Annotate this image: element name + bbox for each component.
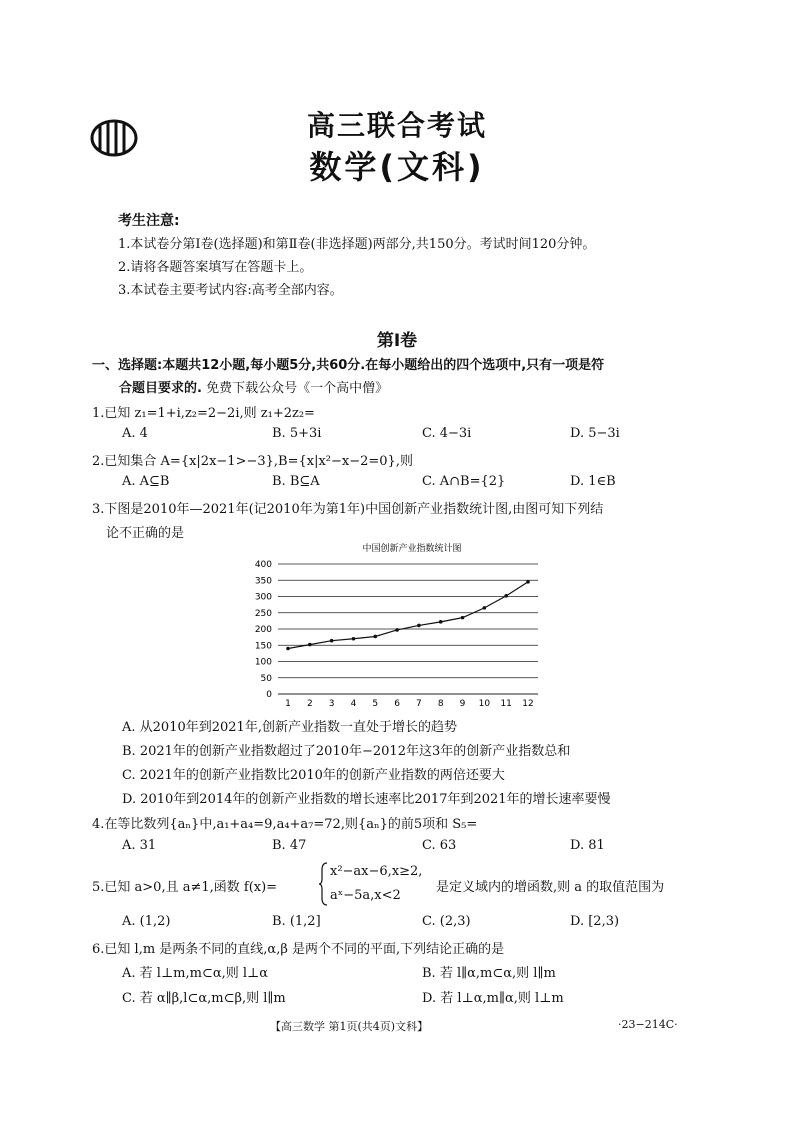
x-tick-label: 3 (328, 699, 335, 708)
question-4-option-c: C. 63 (422, 838, 457, 853)
notice-item: 3.本试卷主要考试内容:高考全部内容。 (118, 283, 343, 298)
x-tick-label: 12 (522, 699, 534, 708)
x-tick-label: 2 (306, 699, 313, 708)
data-point (330, 639, 334, 643)
chart-title: 中国创新产业指数统计图 (362, 544, 462, 554)
data-point (395, 628, 399, 632)
question-1-stem: 1.已知 z₁=1+i,z₂=2−2i,则 z₁+2z₂= (92, 406, 315, 421)
x-tick-label: 10 (478, 699, 491, 708)
exam-subject: 数学(文科) (309, 148, 485, 186)
question-3-option-a: A. 从2010年到2021年,创新产业指数一直处于增长的趋势 (122, 720, 457, 735)
x-tick-label: 1 (285, 699, 291, 708)
question-5-option-b: B. (1,2] (272, 914, 321, 929)
innovation-index-chart (250, 540, 550, 708)
exam-title: 高三联合考试 (306, 109, 487, 142)
x-tick-label: 9 (459, 699, 466, 708)
question-2-option-c: C. A∩B={2} (422, 474, 506, 489)
data-point (504, 594, 508, 598)
question-5-option-c: C. (2,3) (422, 914, 471, 929)
y-tick-label: 400 (254, 560, 272, 570)
question-4-option-a: A. 31 (122, 838, 157, 853)
y-tick-label: 150 (254, 641, 272, 652)
page-footer: 【高三数学 第1页(共4页)文科】 (270, 1020, 429, 1033)
data-point (373, 635, 377, 639)
notice-heading: 考生注意: (118, 213, 180, 229)
question-5-stem-post: 是定义域内的增函数,则 a 的取值范围为 (436, 880, 665, 895)
data-point (439, 620, 443, 624)
x-tick-label: 7 (416, 699, 422, 708)
x-tick-label: 8 (437, 699, 444, 708)
question-5-case-1: x²−ax−6,x≥2, (330, 864, 423, 879)
question-1-option-b: B. 5+3i (272, 426, 322, 441)
x-tick-label: 4 (350, 699, 357, 708)
y-tick-label: 0 (266, 690, 272, 700)
notice-block (118, 210, 758, 302)
question-1-option-a: A. 4 (122, 426, 148, 441)
question-1-option-c: C. 4−3i (422, 426, 472, 441)
question-6-option-c: C. 若 α∥β,l⊂α,m⊂β,则 l∥m (122, 991, 286, 1006)
question-2-option-d: D. 1∈B (570, 474, 616, 489)
y-tick-label: 200 (254, 625, 272, 635)
question-5-option-d: D. [2,3) (570, 914, 620, 929)
question-4-option-d: D. 81 (570, 838, 605, 853)
data-point (461, 616, 465, 620)
question-4-option-b: B. 47 (272, 838, 307, 853)
paper-code: ·23−214C· (618, 1018, 678, 1031)
question-6-option-a: A. 若 l⊥m,m⊂α,则 l⊥α (122, 966, 269, 981)
question-6-stem: 6.已知 l,m 是两条不同的直线,α,β 是两个不同的平面,下列结论正确的是 (92, 942, 505, 957)
question-3-option-c: C. 2021年的创新产业指数比2010年的创新产业指数的两倍还要大 (122, 768, 505, 783)
y-tick-label: 300 (254, 592, 272, 603)
question-2-stem: 2.已知集合 A={x|2x−1>−3},B={x|x²−x−2=0},则 (92, 454, 413, 469)
data-point (483, 606, 487, 610)
section-heading: 一、选择题:本题共12小题,每小题5分,共60分.在每小题给出的四个选项中,只有一项是符 (92, 358, 605, 373)
question-4-stem: 4.在等比数列{aₙ}中,a₁+a₄=9,a₄+a₇=72,则{aₙ}的前5项和 S₅= (92, 817, 478, 832)
question-6-option-b: B. 若 l∥α,m⊂α,则 l∥m (422, 966, 556, 981)
question-5-case-2: aˣ−5a,x<2 (330, 888, 401, 903)
data-point (352, 637, 356, 641)
section-heading-end: 合题目要求的. (119, 381, 202, 396)
notice-item: 1.本试卷分第Ⅰ卷(选择题)和第Ⅱ卷(非选择题)两部分,共150分。考试时间120分钟。 (118, 237, 596, 252)
y-tick-label: 100 (254, 657, 272, 668)
question-3-stem-cont: 论不正确的是 (106, 526, 185, 541)
question-3-option-d: D. 2010年到2014年的创新产业指数的增长速率比2017年到2021年的增长速率要慢 (122, 792, 611, 807)
section-heading-cont (119, 377, 388, 396)
data-point (286, 647, 290, 651)
question-5-option-a: A. (1,2) (122, 914, 171, 929)
x-tick-label: 11 (500, 699, 512, 708)
y-tick-label: 250 (254, 608, 272, 619)
question-1-option-d: D. 5−3i (570, 426, 620, 441)
question-3-option-b: B. 2021年的创新产业指数超过了2010年−2012年这3年的创新产业指数总和 (122, 744, 571, 759)
question-6-option-d: D. 若 l⊥α,m∥α,则 l⊥m (422, 991, 564, 1006)
data-point (417, 624, 421, 628)
x-tick-label: 6 (394, 699, 400, 708)
series-line (288, 582, 528, 649)
volume-title: 第Ⅰ卷 (376, 331, 418, 351)
brace-icon (318, 862, 328, 906)
data-point (308, 643, 312, 647)
question-2-option-a: A. A⊆B (122, 474, 170, 489)
notice-item: 2.请将各题答案填写在答题卡上。 (118, 260, 313, 275)
y-tick-label: 50 (260, 673, 272, 684)
question-5-stem: 5.已知 a>0,且 a≠1,函数 f(x)= (92, 880, 278, 895)
section-extra-note: 免费下载公众号《一个高中僧》 (206, 381, 389, 396)
data-point (526, 580, 530, 584)
question-2-option-b: B. B⊆A (272, 474, 320, 489)
y-tick-label: 350 (254, 576, 272, 587)
question-3-stem: 3.下图是2010年—2021年(记2010年为第1年)中国创新产业指数统计图,由图可知下列结 (92, 502, 604, 517)
x-tick-label: 5 (372, 699, 379, 708)
